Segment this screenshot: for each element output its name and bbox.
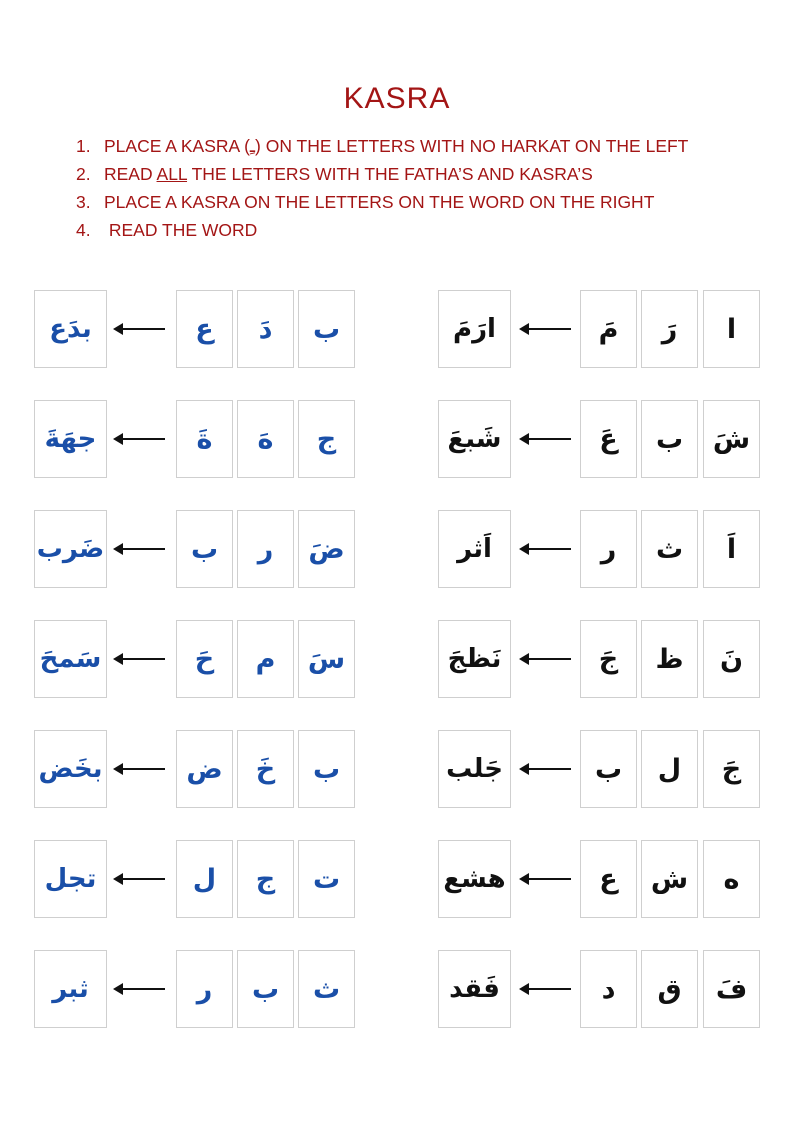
- arrow-left-icon: [521, 768, 571, 770]
- arrow-left-icon: [521, 438, 571, 440]
- instruction-text: READ THE WORD: [104, 220, 258, 240]
- letter-card[interactable]: حَ: [176, 620, 233, 698]
- letter-card[interactable]: ه: [703, 840, 760, 918]
- word-card[interactable]: جهَةَ: [34, 400, 107, 478]
- word-card[interactable]: ارَمَ: [438, 290, 511, 368]
- letter-card[interactable]: اَ: [703, 510, 760, 588]
- letter-card[interactable]: ب: [641, 400, 698, 478]
- letter-card[interactable]: ب: [580, 730, 637, 808]
- word-card[interactable]: سَمحَ: [34, 620, 107, 698]
- instruction-text: PLACE A KASRA (ـِ) ON THE LETTERS WITH NO HARKAT ON THE LEFT: [104, 136, 689, 156]
- letter-card[interactable]: فَ: [703, 950, 760, 1028]
- instruction-item: [76, 218, 688, 246]
- letter-card[interactable]: عَ: [580, 400, 637, 478]
- word-card[interactable]: جَلب: [438, 730, 511, 808]
- letter-card[interactable]: ع: [580, 840, 637, 918]
- word-card[interactable]: شَبعَ: [438, 400, 511, 478]
- word-card[interactable]: بدَع: [34, 290, 107, 368]
- instruction-item: [76, 134, 688, 162]
- letter-card[interactable]: ر: [176, 950, 233, 1028]
- letter-card[interactable]: ل: [176, 840, 233, 918]
- word-card[interactable]: تجل: [34, 840, 107, 918]
- letter-card[interactable]: خَ: [237, 730, 294, 808]
- letter-card[interactable]: رَ: [641, 290, 698, 368]
- letter-card[interactable]: م: [237, 620, 294, 698]
- letter-card[interactable]: ث: [298, 950, 355, 1028]
- instruction-emphasis: ALL: [156, 164, 188, 184]
- instruction-number: 2.: [76, 164, 91, 184]
- letter-card[interactable]: ةَ: [176, 400, 233, 478]
- letter-card[interactable]: جَ: [703, 730, 760, 808]
- arrow-left-icon: [521, 658, 571, 660]
- arrow-left-icon: [115, 768, 165, 770]
- arrow-left-icon: [115, 988, 165, 990]
- arrow-left-icon: [115, 878, 165, 880]
- instruction-item: [76, 190, 688, 218]
- arrow-left-icon: [115, 328, 165, 330]
- word-card[interactable]: ضَرب: [34, 510, 107, 588]
- arrow-left-icon: [115, 658, 165, 660]
- word-card[interactable]: اَثر: [438, 510, 511, 588]
- letter-card[interactable]: ش: [641, 840, 698, 918]
- worksheet-title: KASRA: [343, 82, 451, 115]
- letter-card[interactable]: ضَ: [298, 510, 355, 588]
- arrow-left-icon: [521, 328, 571, 330]
- instruction-item: [76, 162, 688, 190]
- letter-card[interactable]: ق: [641, 950, 698, 1028]
- arrow-left-icon: [115, 438, 165, 440]
- letter-card[interactable]: ظ: [641, 620, 698, 698]
- word-card[interactable]: هشع: [438, 840, 511, 918]
- letter-card[interactable]: ث: [641, 510, 698, 588]
- letter-card[interactable]: ب: [237, 950, 294, 1028]
- letter-card[interactable]: ج: [237, 840, 294, 918]
- letter-card[interactable]: ع: [176, 290, 233, 368]
- arrow-left-icon: [521, 988, 571, 990]
- letter-card[interactable]: ر: [237, 510, 294, 588]
- word-card[interactable]: ثبر: [34, 950, 107, 1028]
- letter-card[interactable]: ج: [298, 400, 355, 478]
- instruction-number: 1.: [76, 136, 91, 156]
- letter-card[interactable]: مَ: [580, 290, 637, 368]
- arrow-left-icon: [521, 878, 571, 880]
- letter-card[interactable]: ب: [298, 730, 355, 808]
- instruction-number: 4.: [76, 220, 91, 240]
- instruction-text: THE LETTERS WITH THE FATHA’S AND KASRA’S: [187, 164, 593, 184]
- word-card[interactable]: فَقد: [438, 950, 511, 1028]
- instructions-list: [76, 134, 688, 246]
- letter-card[interactable]: نَ: [703, 620, 760, 698]
- letter-card[interactable]: هَ: [237, 400, 294, 478]
- letter-card[interactable]: ب: [176, 510, 233, 588]
- arrow-left-icon: [115, 548, 165, 550]
- letter-card[interactable]: د: [580, 950, 637, 1028]
- letter-card[interactable]: ض: [176, 730, 233, 808]
- letter-card[interactable]: سَ: [298, 620, 355, 698]
- letter-card[interactable]: جَ: [580, 620, 637, 698]
- letter-card[interactable]: ر: [580, 510, 637, 588]
- word-card[interactable]: نَظجَ: [438, 620, 511, 698]
- word-card[interactable]: بخَض: [34, 730, 107, 808]
- letter-card[interactable]: دَ: [237, 290, 294, 368]
- instruction-number: 3.: [76, 192, 91, 212]
- letter-card[interactable]: شَ: [703, 400, 760, 478]
- letter-card[interactable]: ب: [298, 290, 355, 368]
- letter-card[interactable]: ل: [641, 730, 698, 808]
- instruction-text: PLACE A KASRA ON THE LETTERS ON THE WORD ON THE RIGHT: [104, 192, 655, 212]
- arrow-left-icon: [521, 548, 571, 550]
- instruction-text: READ: [104, 164, 157, 184]
- letter-card[interactable]: ت: [298, 840, 355, 918]
- letter-card[interactable]: ا: [703, 290, 760, 368]
